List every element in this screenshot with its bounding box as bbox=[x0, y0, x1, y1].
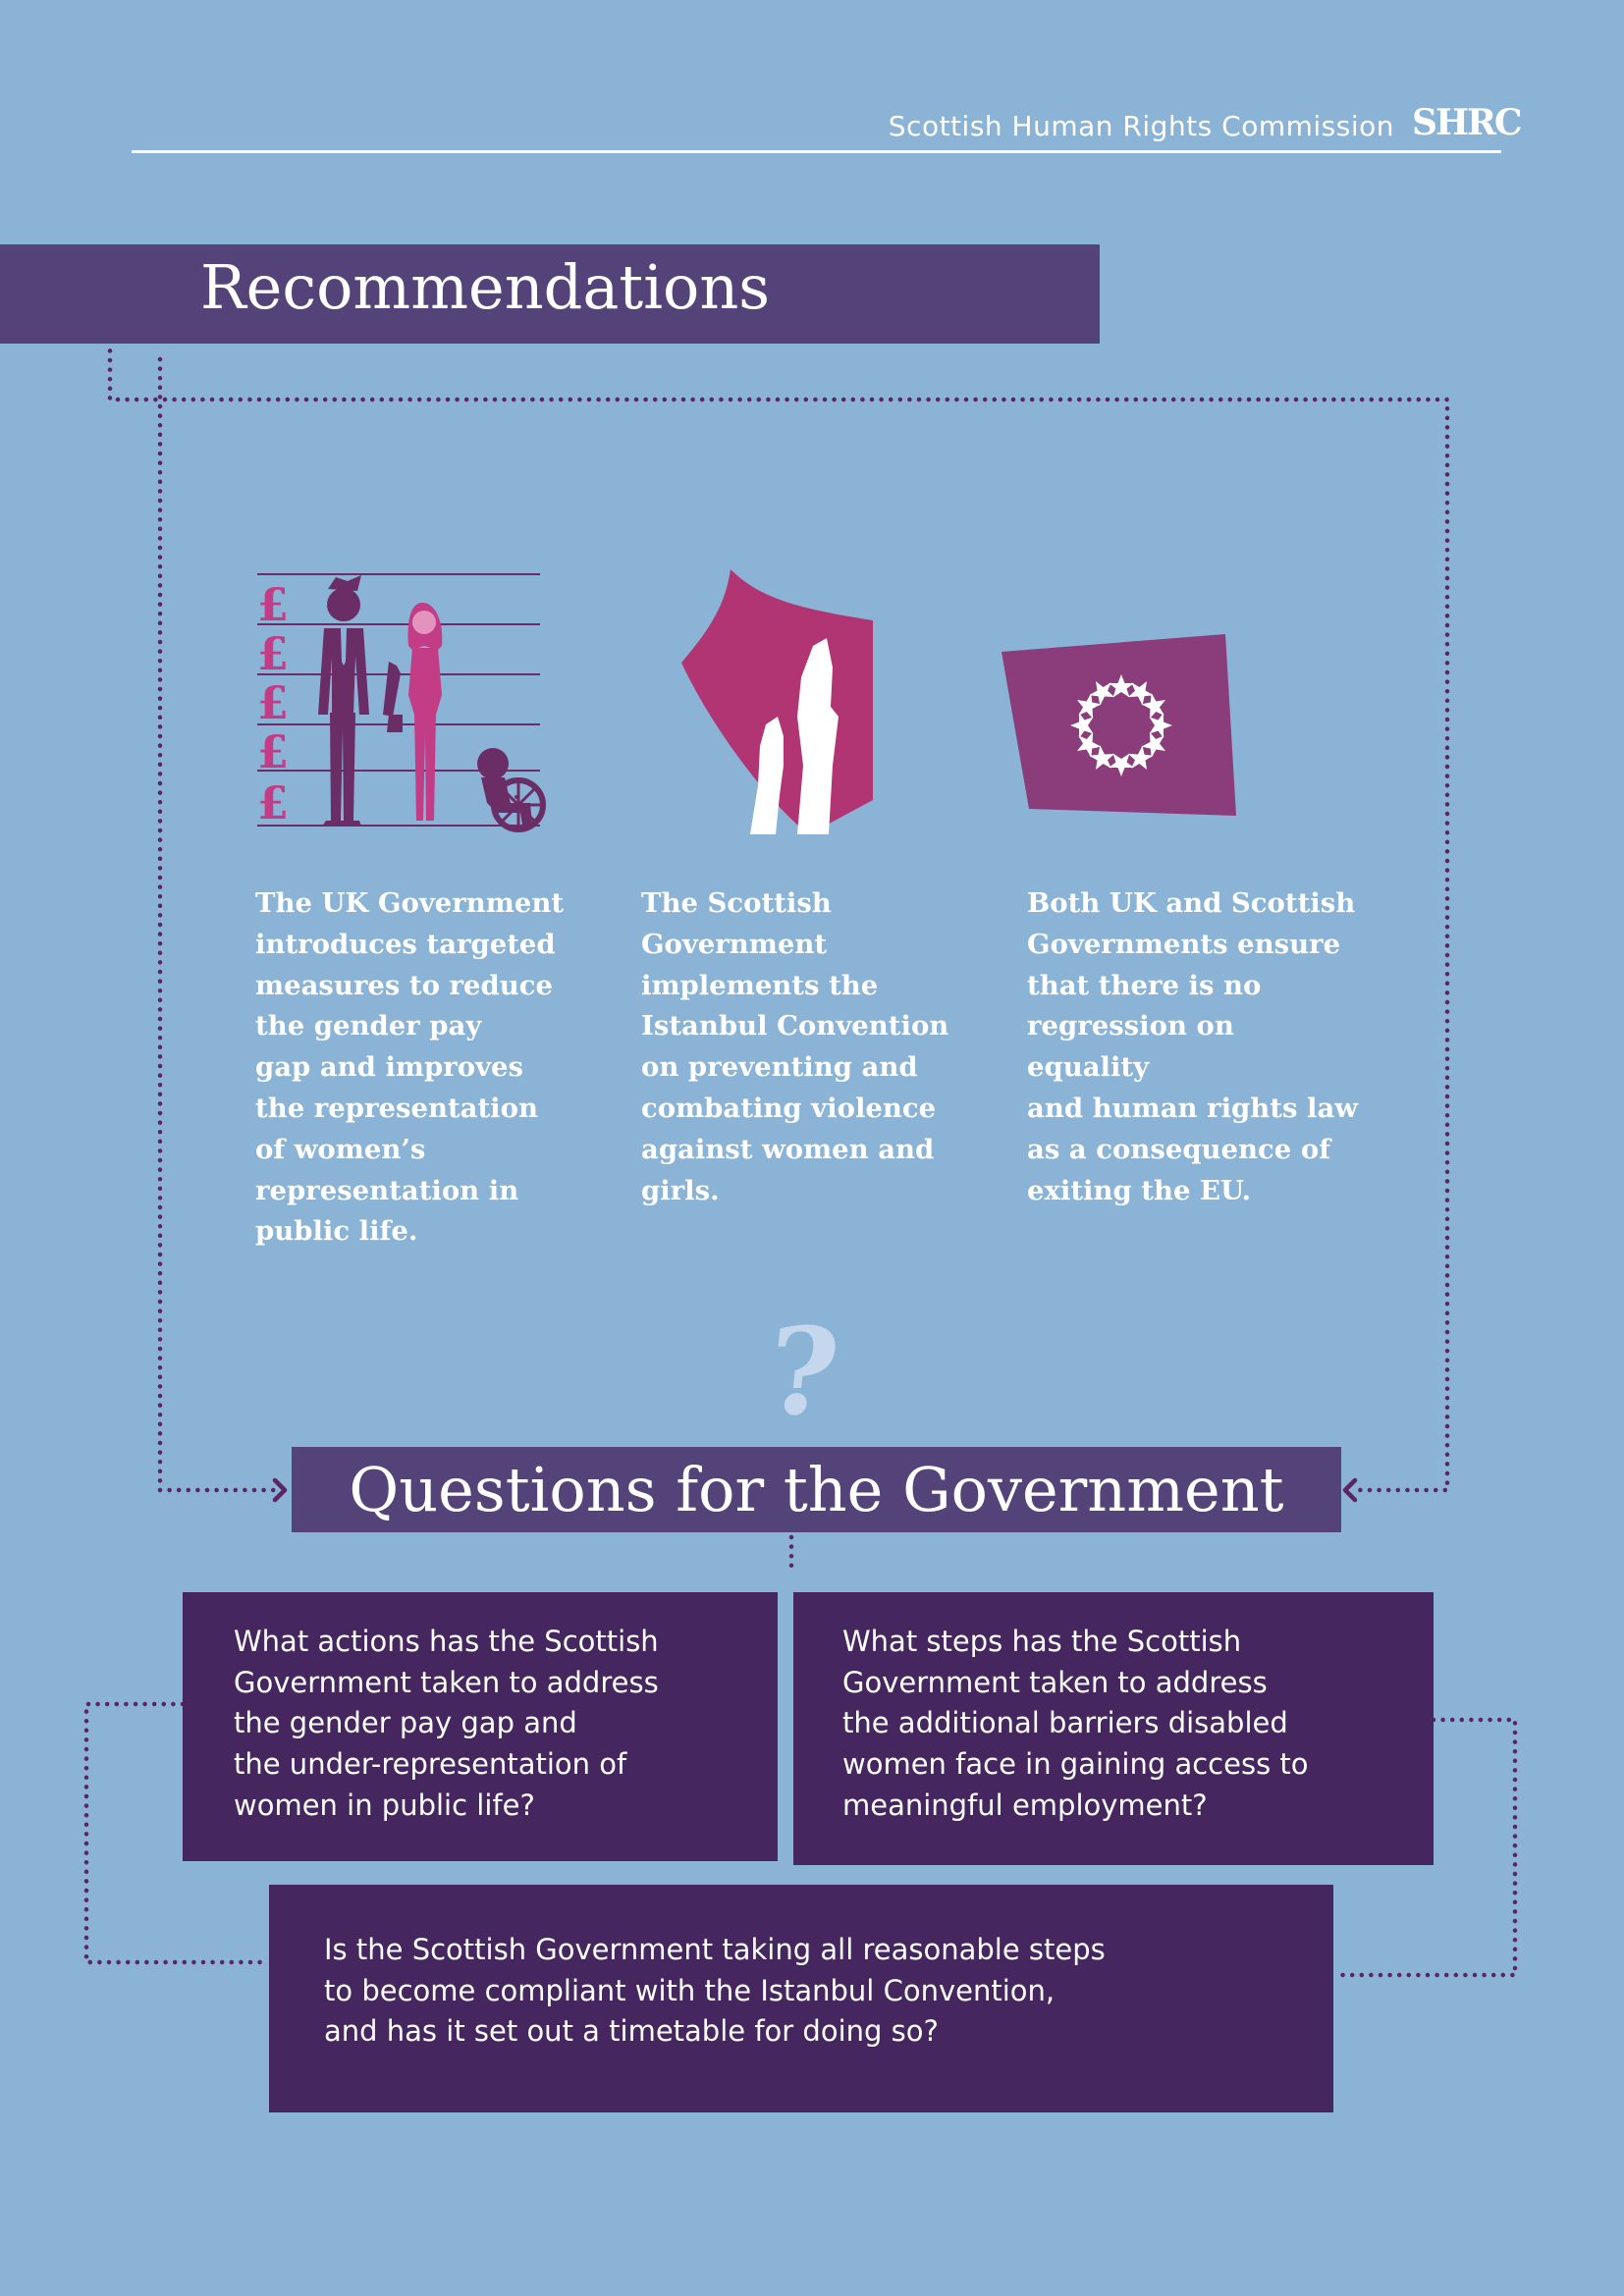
text-line: introduces targeted bbox=[255, 928, 556, 960]
text-line: combating violence bbox=[641, 1092, 937, 1124]
recommendation-both-governments bbox=[1027, 883, 1361, 1211]
text-line: the additional barriers disabled bbox=[842, 1706, 1288, 1740]
question-box-pay-gap bbox=[183, 1592, 778, 1861]
text-line: the gender pay gap and bbox=[234, 1706, 577, 1740]
text-line: representation in bbox=[255, 1174, 519, 1206]
recommendation-scottish-government bbox=[641, 883, 975, 1211]
text-line: Government taken to address bbox=[842, 1665, 1268, 1699]
text-line: women in public life? bbox=[234, 1788, 535, 1822]
text-line: measures to reduce bbox=[255, 969, 553, 1001]
text-line: The UK Government bbox=[255, 887, 565, 919]
text-line: The Scottish bbox=[641, 887, 832, 919]
shrc-logo: SHRC bbox=[1412, 102, 1521, 143]
recommendations-title: Recommendations bbox=[200, 251, 771, 323]
text-line: as a consequence of bbox=[1027, 1133, 1331, 1165]
text-line: public life. bbox=[255, 1215, 418, 1248]
text-line: Government taken to address bbox=[234, 1665, 659, 1699]
text-line: Is the Scottish Government taking all reasonable steps bbox=[324, 1933, 1106, 1966]
shield-hands-icon bbox=[681, 569, 878, 848]
gender-pay-gap-icon bbox=[245, 567, 550, 836]
text-line: the under-representation of bbox=[234, 1747, 627, 1782]
text-line: implements the bbox=[641, 969, 879, 1001]
text-line: against women and bbox=[641, 1133, 935, 1165]
text-line: meaningful employment? bbox=[842, 1788, 1208, 1822]
text-line: What steps has the Scottish bbox=[842, 1625, 1242, 1658]
text-line: Istanbul Convention bbox=[641, 1010, 949, 1042]
text-line: regression on equality bbox=[1027, 1010, 1234, 1084]
text-line: and human rights law bbox=[1027, 1092, 1358, 1124]
text-line: women face in gaining access to bbox=[842, 1747, 1309, 1782]
question-box-istanbul-convention bbox=[269, 1885, 1333, 2112]
question-text bbox=[324, 1930, 1106, 2053]
text-line: exiting the EU. bbox=[1027, 1174, 1252, 1206]
text-line: that there is no bbox=[1027, 969, 1262, 1001]
organisation-name: Scottish Human Rights Commission bbox=[888, 110, 1394, 142]
text-line: the gender pay bbox=[255, 1010, 482, 1042]
question-mark-icon: ? bbox=[760, 1301, 846, 1442]
question-box-disabled-women bbox=[793, 1592, 1434, 1865]
text-line: What actions has the Scottish bbox=[234, 1625, 659, 1658]
question-text bbox=[234, 1622, 659, 1827]
text-line: and has it set out a timetable for doing so? bbox=[324, 2014, 939, 2049]
text-line: to become compliant with the Istanbul Convention, bbox=[324, 1973, 1056, 2007]
arrow-right-icon bbox=[275, 1480, 285, 1500]
eu-flag-icon bbox=[1000, 632, 1239, 823]
text-line: gap and improves bbox=[255, 1051, 524, 1084]
arrow-left-icon bbox=[1345, 1480, 1355, 1500]
text-line: of women’s bbox=[255, 1133, 426, 1165]
text-line: the representation bbox=[255, 1092, 538, 1124]
pound-sign: £ bbox=[257, 725, 290, 778]
pound-sign: £ bbox=[257, 578, 290, 631]
text-line: on preventing and bbox=[641, 1051, 918, 1084]
questions-title: Questions for the Government bbox=[349, 1454, 1284, 1525]
pound-sign: £ bbox=[257, 627, 290, 680]
text-line: Both UK and Scottish bbox=[1027, 887, 1356, 919]
text-line: Governments ensure bbox=[1027, 928, 1341, 960]
recommendation-uk-government bbox=[255, 883, 589, 1253]
pound-sign: £ bbox=[257, 676, 290, 729]
text-line: Government bbox=[641, 928, 828, 960]
pound-sign: £ bbox=[257, 776, 290, 829]
text-line: girls. bbox=[641, 1174, 720, 1206]
question-text bbox=[842, 1622, 1309, 1827]
